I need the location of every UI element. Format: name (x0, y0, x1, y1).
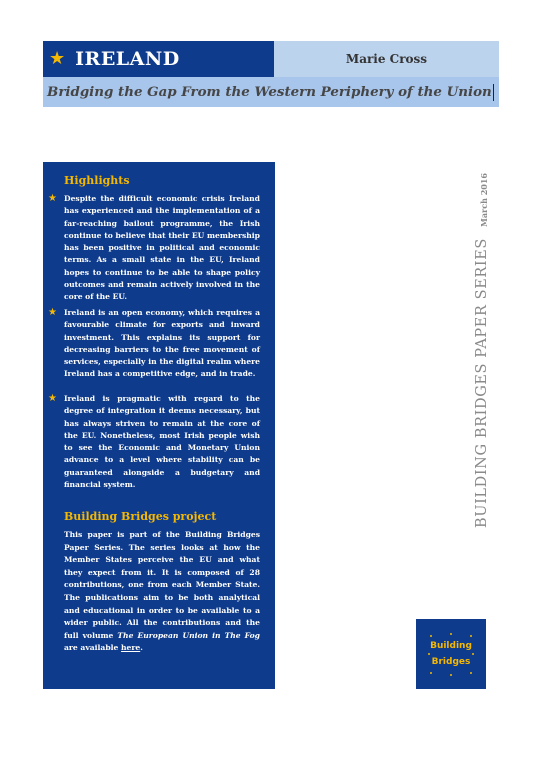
logo-star-dot (430, 635, 432, 637)
text-cursor (493, 84, 494, 101)
highlight-item: Ireland is an open economy, which requires a favourable climate for exports and inward investment. This explains its support for decreasing barriers to the free movement of services, especially in the digital realm where Ireland has a competitive edge, and in trade. (64, 308, 260, 379)
highlight-item: Ireland is pragmatic with regard to the degree of integration it deems necessary, but has always striven to remain at the core of the EU. Nonetheless, most Irish people wish to see the Economic and Monetary Union advance to a level where stability can be guaranteed alongside a budgetary and financial system. (64, 394, 260, 490)
logo-star-dot (470, 635, 472, 637)
project-text-after: are available (64, 643, 122, 653)
logo-line-building: Building (430, 641, 472, 651)
period: . (140, 643, 143, 653)
project-text: This paper is part of the Building Bridges Paper Series. The series looks at how the Member States perceive the EU and what they expect from it. It is composed of 28 contributions, one from each Member State. The publications aim to be both analytical and educational in order to be available to a wider public. All the contributions and the full volume (64, 530, 260, 640)
star-icon: ★ (49, 48, 66, 69)
logo-mark (428, 633, 474, 675)
bullet-star-icon: ★ (48, 393, 57, 404)
country-title: IRELAND (75, 48, 180, 70)
paper-subtitle: Bridging the Gap From the Western Periphery of the Union (47, 84, 492, 100)
highlights-panel (43, 162, 275, 689)
logo-line-bridges: Bridges (431, 657, 471, 667)
logo-star-dot (430, 672, 432, 674)
bullet-star-icon: ★ (48, 307, 57, 318)
logo-star-dot (450, 674, 452, 676)
project-heading: Building Bridges project (64, 510, 217, 523)
logo-star-dot (470, 672, 472, 674)
logo-star-dot (450, 633, 452, 635)
subtitle-bar (43, 77, 499, 107)
bullet-star-icon: ★ (48, 193, 57, 204)
highlights-heading: Highlights (64, 174, 130, 187)
series-title: BUILDING BRIDGES PAPER SERIES (474, 238, 490, 528)
author-name: Marie Cross (274, 41, 499, 77)
series-sidebar (470, 165, 500, 530)
logo-star-dot (428, 653, 430, 655)
highlight-item: Despite the difficult economic crisis Ireland has experienced and the implementation of a far-reaching bailout programme, the Irish continue to believe that their EU membership has been positive in political and economic terms. As a small state in the EU, Ireland hopes to continue to be able to shape policy outcomes and remain actively involved in the core of the EU. (64, 194, 260, 302)
here-link[interactable]: here (121, 643, 141, 653)
header-country-bar (43, 41, 274, 77)
project-description (64, 529, 260, 655)
building-bridges-logo (416, 619, 486, 689)
series-date: March 2016 (479, 173, 489, 227)
volume-title: The European Union in The Fog (117, 630, 260, 640)
logo-star-dot (472, 653, 474, 655)
